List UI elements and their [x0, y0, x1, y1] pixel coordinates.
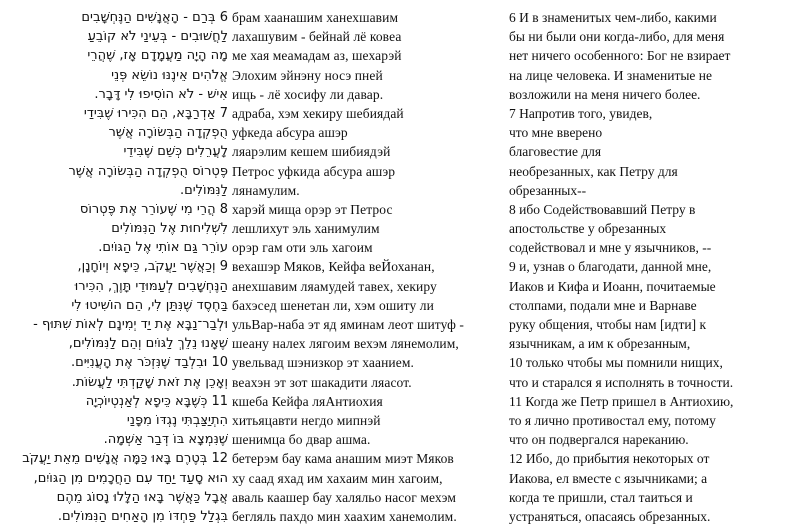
- hebrew-line: לַחֲשׁוּבִים - בְּעֵינַי לֹא קוֹבֵעַ: [87, 29, 228, 45]
- hebrew-line: לָעֲרֵלִים כְּשֵׁם שֶׁבִּידֵי: [123, 144, 228, 160]
- transliteration-line: бегляль пахдо мин хаахим ханемолим.: [232, 508, 457, 524]
- hebrew-line: אֲבָל כַּאֲשֶׁר בָּאוּ הַלָּלוּ נָסוֹג מֵהֶם: [56, 489, 228, 505]
- russian-line: столпами, подали мне и Варнаве: [509, 297, 697, 313]
- transliteration-line: увельвад шэнизкор эт хаанием.: [232, 355, 414, 371]
- hebrew-line: 6 בְּרַם - הָאֲנָשִׁים הַנֶּחְשָׁבִים: [81, 10, 228, 25]
- russian-line: необрезанных, как Петру для: [509, 163, 678, 179]
- russian-line: что мне вверено: [509, 125, 603, 141]
- transliteration-line: лахашувим - бейнай лё ковеа: [232, 29, 402, 45]
- transliteration-line: шенимца бо двар ашма.: [232, 432, 371, 448]
- russian-line: руку общения, чтобы нам [идти] к: [509, 317, 707, 332]
- hebrew-line: 9 וְכַאֲשֶׁר יַעֲקֹב, כֵּיפָא וְיוֹחָנָן,: [77, 259, 228, 275]
- hebrew-line: לִשְׁלִיחוּת אֶל הַנִּמּוֹלִים: [111, 221, 228, 237]
- russian-line: устраняться, опасаясь обрезанных.: [509, 508, 711, 524]
- russian-line: возложили на меня ничего более.: [509, 86, 701, 102]
- transliteration-line: аваль каашер бау халяльо насог мехэм: [232, 489, 456, 505]
- hebrew-line: פֶּטְרוֹס הֻפְקְדָה הַבְּשׂוֹרָה אֲשֶׁר: [68, 163, 228, 179]
- transliteration-line: ме хая меамадам аз, шехарэй: [232, 48, 402, 64]
- transliteration-line: кшеба Кейфа ляАнтиохия: [232, 393, 383, 409]
- hebrew-line: 7 אַדְרַבָּא, הֵם הִכִּירוּ שֶׁבִּידַי: [83, 105, 228, 121]
- transliteration-line: адраба, хэм хекиру шебиядай: [232, 105, 404, 121]
- transliteration-line: ищь - лё хосифу ли давар.: [232, 86, 384, 102]
- russian-line: Иакова, ел вместе с язычниками; а: [509, 470, 708, 486]
- transliteration-line: лешлихут эль ханимулим: [232, 221, 380, 237]
- transliteration-line: вехашэр Мяков, Кейфа веЙоханан,: [232, 259, 435, 275]
- russian-line: нет ничего особенного: Бог не взирает: [509, 48, 731, 64]
- hebrew-line: וְאָכֵן אֶת זֹאת שָׁקַדְתִּי לַעֲשׂוֹת.: [71, 374, 228, 390]
- russian-line: 12 Ибо, до прибытия некоторых от: [509, 451, 710, 467]
- russian-line: 10 только чтобы мы помнили нищих,: [509, 355, 723, 371]
- russian-line: Иаков и Кифа и Иоанн, почитаемые: [509, 278, 716, 294]
- hebrew-line: עוֹרֵר גַּם אוֹתִי אֶל הַגּוֹיִם.: [98, 240, 228, 256]
- transliteration-line: Петрос уфкида абсура ашэр: [232, 163, 396, 179]
- transliteration-line: брам хаанашим ханехшавим: [232, 10, 399, 25]
- transliteration-line: бахэсед шенетан ли, хэм ошиту ли: [232, 297, 434, 313]
- russian-line: что он подвергался нареканию.: [509, 432, 689, 448]
- transliteration-line: уфкеда абсура ашэр: [232, 125, 348, 141]
- russian-line: благовестие для: [509, 144, 602, 160]
- russian-column: [509, 8, 795, 526]
- hebrew-line: הֻפְקְדָה הַבְּשׂוֹרָה אֲשֶׁר: [108, 125, 228, 141]
- hebrew-line: מָה הָיָה מַעֲמָדָם אָז, שֶׁהֲרֵי: [87, 48, 228, 64]
- transliteration-line: веахэн эт зот шакадити ляасот.: [232, 374, 412, 390]
- russian-line: бы ни были они когда-либо, для меня: [509, 29, 725, 45]
- hebrew-line: וּלְבַר־נַבָּא אֶת יַד יְמִינָם לְאוֹת שִׁתּוּף -: [33, 317, 228, 332]
- russian-line: 7 Напротив того, увидев,: [509, 105, 653, 121]
- hebrew-line: שֶׁאָנוּ נֵלֵךְ לַגּוֹיִם וְהֵם לַנִּמּוֹלִים,: [68, 336, 228, 352]
- transliteration-line: шеану налех лягоим вехэм лянемолим,: [232, 336, 459, 352]
- hebrew-line: בַּחֶסֶד שֶׁנִּתַּן לִי, הֵם הוֹשִׁיטוּ לִי: [71, 297, 228, 313]
- hebrew-line: הוּא סָעַד יַחַד עִם הַחֲכָמִים מִן הַגּוֹיִם,: [33, 470, 228, 486]
- hebrew-line: לַנִּמּוֹלִים.: [179, 182, 228, 198]
- russian-line: содействовал и мне у язычников, --: [509, 240, 712, 256]
- hebrew-line: אֱלֹהִים אֵינֶנּוּ נוֹשֵׂא פְּנֵי: [111, 67, 228, 83]
- hebrew-line: הַנֶּחְשָׁבִים לְעַמּוּדֵי תָּוֶךְ, הִכִּירוּ: [74, 278, 228, 294]
- russian-line: язычникам, а им к обрезанным,: [509, 336, 691, 352]
- russian-line: 6 И в знаменитых чем-либо, какими: [509, 10, 717, 25]
- hebrew-line: 10 וּבִלְבַד שֶׁנִּזְכֹּר אֶת הָעֲנִיִּים.: [70, 355, 228, 371]
- transliteration-line: харэй мища орэр эт Петрос: [232, 201, 393, 217]
- hebrew-line: 11 כְּשֶׁבָּא כֵּיפָא לְאַנְטְיוֹכְיָה: [85, 393, 228, 409]
- transliteration-column: [232, 8, 500, 526]
- russian-line: 8 ибо Содействовавший Петру в: [509, 201, 696, 217]
- hebrew-line: אִישׁ - לֹא הוֹסִיפוּ לִי דָּבָר.: [94, 86, 228, 102]
- transliteration-line: бетерэм бау кама анашим миэт Мяков: [232, 451, 454, 467]
- russian-line: апостольстве у обрезанных: [509, 221, 667, 237]
- transliteration-line: Элохим эйнэну носэ пней: [232, 67, 383, 83]
- russian-line: что и старался я исполнять в точности.: [509, 374, 734, 390]
- russian-line: 9 и, узнав о благодати, данной мне,: [509, 259, 712, 275]
- russian-line: когда те пришли, стал таиться и: [509, 489, 693, 505]
- transliteration-line: ху саад яхад им хахаим мин хагоим,: [232, 470, 443, 486]
- russian-line: то я лично противостал ему, потому: [509, 412, 716, 428]
- transliteration-line: анехшавим ляамудей тавех, хекиру: [232, 278, 437, 294]
- hebrew-column: [0, 8, 228, 526]
- hebrew-line: 12 בְּטֶרֶם בָּאוּ כַּמָּה אֲנָשִׁים מֵאֵת יַעֲקֹב: [22, 451, 228, 467]
- russian-line: 11 Когда же Петр пришел в Антиохию,: [509, 393, 734, 409]
- hebrew-line: 8 הֲרֵי מִי שֶׁעוֹרֵר אֶת פֶּטְרוֹס: [79, 201, 228, 217]
- hebrew-line: בִּגְלַל פַּחְדּוֹ מִן הָאַחִים הַנִּמּוֹלִים.: [57, 508, 228, 524]
- transliteration-line: хитьяцавти негдо мипнэй: [232, 412, 381, 428]
- russian-line: обрезанных--: [509, 182, 587, 198]
- transliteration-line: ульВар-наба эт яд яминам леот шитуф -: [232, 317, 465, 332]
- hebrew-line: הִתְיַצַּבְתִּי נֶגְדּוֹ מִפָּנַי: [126, 412, 228, 428]
- transliteration-line: орэр гам оти эль хагоим: [232, 240, 373, 256]
- russian-line: на лице человека. И знаменитые не: [509, 67, 713, 83]
- transliteration-line: лянамулим.: [232, 182, 300, 198]
- transliteration-line: ляарэлим кешем шибиядэй: [232, 144, 391, 160]
- hebrew-line: שֶׁנִּמְצָא בּוֹ דְּבַר אַשְׁמָה.: [103, 432, 228, 448]
